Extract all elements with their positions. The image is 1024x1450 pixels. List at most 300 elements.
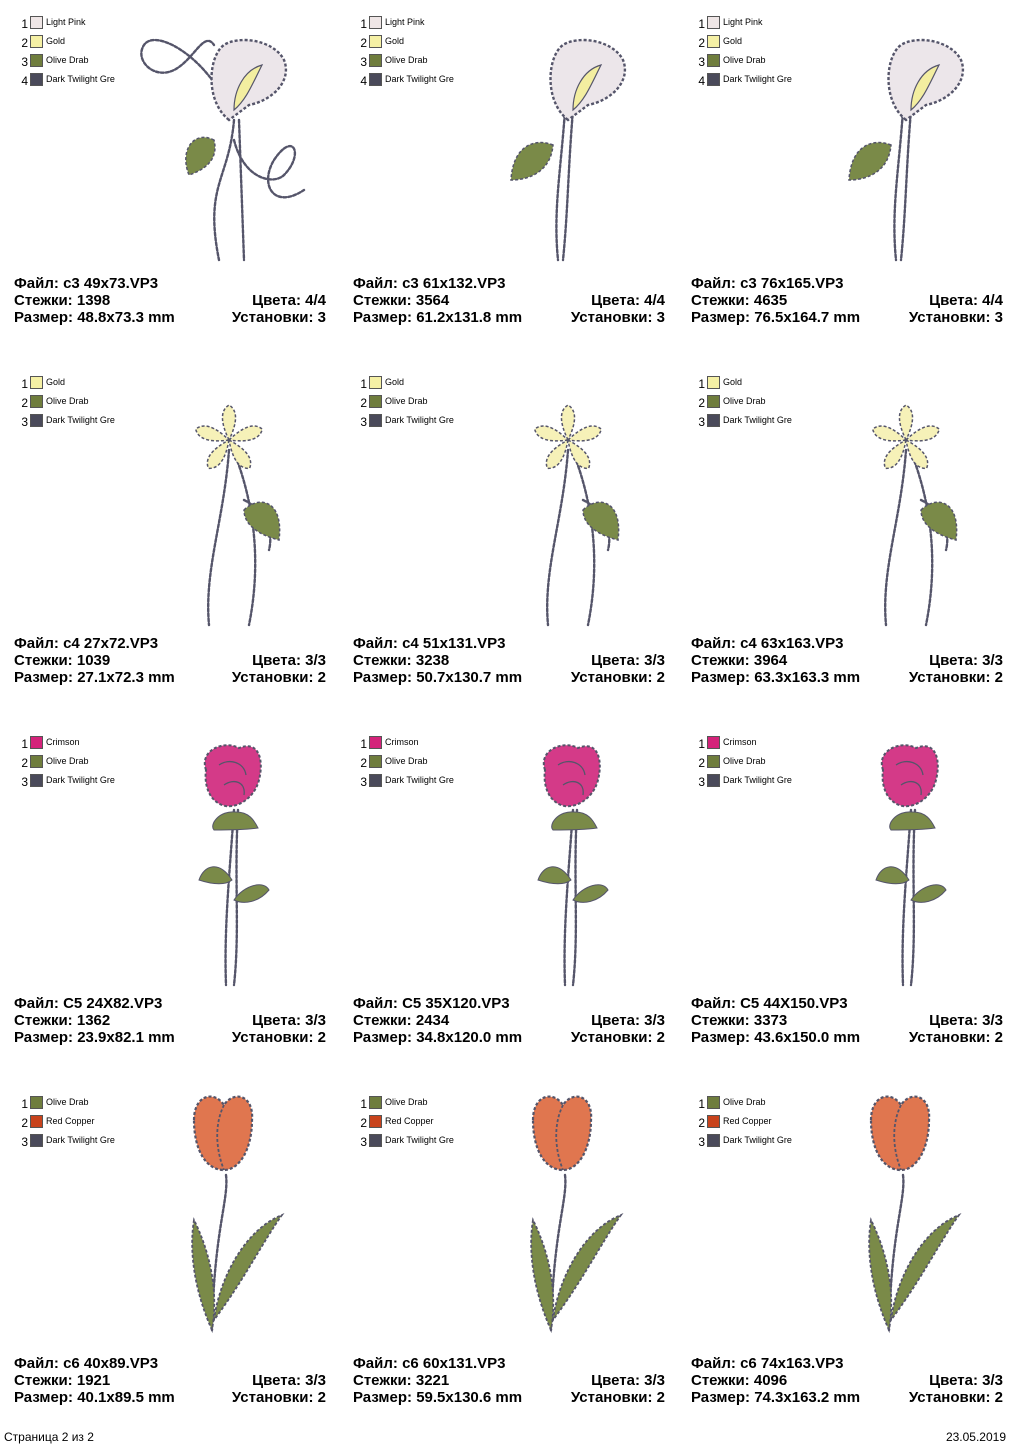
file-line xyxy=(14,275,326,292)
design-info xyxy=(353,635,665,686)
thread-swatch xyxy=(30,395,43,408)
thread-number: 1 xyxy=(21,377,28,391)
file-label: Файл: xyxy=(691,635,736,652)
stitch-count: 3964 xyxy=(753,652,788,669)
stitches-label: Стежки: xyxy=(353,292,412,309)
thread-number: 1 xyxy=(698,17,705,31)
size-label: Размер: xyxy=(691,309,751,326)
embroidery-design-preview xyxy=(134,10,334,272)
stitches-line xyxy=(14,292,326,309)
color-count: 3/3 xyxy=(305,652,326,669)
thread-number: 2 xyxy=(21,756,28,770)
thread-number: 3 xyxy=(360,415,367,429)
thread-swatch xyxy=(369,35,382,48)
thread-name: Crimson xyxy=(385,737,419,747)
stop-count: 2 xyxy=(994,1389,1003,1406)
design-info xyxy=(691,275,1003,326)
thread-name: Gold xyxy=(385,36,405,46)
design-info xyxy=(14,275,326,326)
thread-number: 2 xyxy=(21,36,28,50)
size-line xyxy=(353,1029,665,1046)
thread-swatch xyxy=(30,1115,43,1128)
thread-name: Olive Drab xyxy=(385,396,428,406)
design-card xyxy=(691,1090,1011,1450)
thread-swatch xyxy=(369,1134,382,1147)
stitches-line xyxy=(691,1372,1003,1389)
file-name: c6 40x89.VP3 xyxy=(63,1355,159,1372)
file-label: Файл: xyxy=(353,635,398,652)
thread-name: Dark Twilight Gre xyxy=(723,415,792,425)
thread-number: 2 xyxy=(698,396,705,410)
thread-number: 2 xyxy=(360,36,367,50)
thread-name: Olive Drab xyxy=(723,396,766,406)
file-label: Файл: xyxy=(14,275,59,292)
thread-number: 1 xyxy=(698,1097,705,1111)
thread-swatch xyxy=(30,16,43,29)
stitches-line xyxy=(353,292,665,309)
thread-name: Light Pink xyxy=(385,17,425,27)
stop-count: 2 xyxy=(656,1389,665,1406)
design-info xyxy=(353,995,665,1046)
thread-swatch xyxy=(30,73,43,86)
colors-label: Цвета: xyxy=(252,652,301,669)
thread-name: Dark Twilight Gre xyxy=(46,415,115,425)
stitches-line xyxy=(353,1372,665,1389)
thread-swatch xyxy=(30,54,43,67)
thread-swatch xyxy=(30,736,43,749)
stop-count: 2 xyxy=(317,1029,326,1046)
thread-name: Olive Drab xyxy=(723,55,766,65)
file-line xyxy=(14,635,326,652)
file-name: c4 27x72.VP3 xyxy=(63,635,159,652)
stitches-label: Стежки: xyxy=(691,652,750,669)
thread-number: 2 xyxy=(21,1116,28,1130)
size-label: Размер: xyxy=(691,1029,751,1046)
file-name: c3 61x132.VP3 xyxy=(402,275,506,292)
embroidery-design-preview xyxy=(473,1090,673,1352)
thread-number: 4 xyxy=(21,74,28,88)
thread-swatch xyxy=(707,73,720,86)
colors-label: Цвета: xyxy=(929,292,978,309)
design-size: 59.5x130.6 mm xyxy=(416,1389,523,1406)
thread-number: 1 xyxy=(360,17,367,31)
thread-name: Light Pink xyxy=(46,17,86,27)
stops-label: Установки: xyxy=(231,1029,314,1046)
stitch-count: 3221 xyxy=(415,1372,450,1389)
file-line xyxy=(14,1355,326,1372)
thread-name: Olive Drab xyxy=(385,756,428,766)
color-count: 3/3 xyxy=(644,1012,665,1029)
thread-name: Olive Drab xyxy=(385,1097,428,1107)
thread-name: Dark Twilight Gre xyxy=(385,415,454,425)
size-line xyxy=(353,1389,665,1406)
design-card xyxy=(353,10,673,370)
thread-swatch xyxy=(369,755,382,768)
thread-name: Crimson xyxy=(46,737,80,747)
thread-number: 3 xyxy=(360,55,367,69)
thread-name: Red Copper xyxy=(46,1116,95,1126)
file-line xyxy=(691,275,1003,292)
color-count: 3/3 xyxy=(644,652,665,669)
thread-swatch xyxy=(369,73,382,86)
thread-number: 1 xyxy=(698,377,705,391)
stitches-label: Стежки: xyxy=(353,1012,412,1029)
thread-name: Crimson xyxy=(723,737,757,747)
thread-number: 3 xyxy=(21,775,28,789)
file-name: c6 60x131.VP3 xyxy=(402,1355,506,1372)
embroidery-design-preview xyxy=(811,730,1011,992)
thread-name: Dark Twilight Gre xyxy=(723,775,792,785)
thread-number: 1 xyxy=(21,737,28,751)
color-count: 3/3 xyxy=(305,1012,326,1029)
size-label: Размер: xyxy=(691,669,751,686)
file-line xyxy=(691,995,1003,1012)
stops-label: Установки: xyxy=(908,1029,991,1046)
thread-number: 1 xyxy=(21,17,28,31)
thread-name: Olive Drab xyxy=(46,1097,89,1107)
file-name: C5 44X150.VP3 xyxy=(740,995,848,1012)
size-line xyxy=(14,309,326,326)
thread-number: 2 xyxy=(360,1116,367,1130)
thread-number: 3 xyxy=(698,1135,705,1149)
thread-name: Dark Twilight Gre xyxy=(46,775,115,785)
stops-label: Установки: xyxy=(570,1029,653,1046)
thread-swatch xyxy=(707,1115,720,1128)
thread-swatch xyxy=(30,35,43,48)
thread-swatch xyxy=(707,376,720,389)
size-label: Размер: xyxy=(14,1029,74,1046)
thread-swatch xyxy=(707,774,720,787)
size-label: Размер: xyxy=(353,1029,413,1046)
thread-swatch xyxy=(30,1096,43,1109)
stop-count: 2 xyxy=(994,1029,1003,1046)
thread-number: 1 xyxy=(360,1097,367,1111)
thread-number: 3 xyxy=(21,1135,28,1149)
size-line xyxy=(14,669,326,686)
stitch-count: 1398 xyxy=(76,292,111,309)
thread-swatch xyxy=(369,1096,382,1109)
colors-label: Цвета: xyxy=(252,1012,301,1029)
stops-label: Установки: xyxy=(231,669,314,686)
file-line xyxy=(353,635,665,652)
thread-name: Red Copper xyxy=(385,1116,434,1126)
stitches-line xyxy=(14,1372,326,1389)
thread-name: Red Copper xyxy=(723,1116,772,1126)
thread-number: 3 xyxy=(21,55,28,69)
thread-number: 3 xyxy=(698,775,705,789)
design-size: 76.5x164.7 mm xyxy=(754,309,861,326)
thread-swatch xyxy=(707,1134,720,1147)
stitches-line xyxy=(353,1012,665,1029)
thread-name: Gold xyxy=(723,36,743,46)
stop-count: 3 xyxy=(656,309,665,326)
thread-number: 2 xyxy=(698,36,705,50)
colors-label: Цвета: xyxy=(591,1012,640,1029)
stitch-count: 3238 xyxy=(415,652,450,669)
stops-label: Установки: xyxy=(908,1389,991,1406)
design-info xyxy=(691,995,1003,1046)
thread-name: Olive Drab xyxy=(46,396,89,406)
design-size: 61.2x131.8 mm xyxy=(416,309,523,326)
stop-count: 2 xyxy=(317,1389,326,1406)
print-date: 23.05.2019 xyxy=(945,1430,1006,1444)
file-label: Файл: xyxy=(14,1355,59,1372)
stop-count: 2 xyxy=(656,1029,665,1046)
design-info xyxy=(14,995,326,1046)
design-size: 27.1x72.3 mm xyxy=(77,669,175,686)
thread-swatch xyxy=(369,16,382,29)
size-line xyxy=(353,669,665,686)
stitches-label: Стежки: xyxy=(14,1012,73,1029)
stop-count: 2 xyxy=(994,669,1003,686)
stitches-label: Стежки: xyxy=(691,1012,750,1029)
embroidery-design-preview xyxy=(811,1090,1011,1352)
color-count: 3/3 xyxy=(982,1012,1003,1029)
file-label: Файл: xyxy=(353,275,398,292)
thread-number: 2 xyxy=(698,1116,705,1130)
design-size: 50.7x130.7 mm xyxy=(416,669,523,686)
design-info xyxy=(14,1355,326,1406)
stitches-line xyxy=(14,652,326,669)
thread-name: Gold xyxy=(385,377,405,387)
colors-label: Цвета: xyxy=(929,1012,978,1029)
stops-label: Установки: xyxy=(908,669,991,686)
thread-name: Gold xyxy=(46,377,66,387)
thread-swatch xyxy=(369,1115,382,1128)
design-size: 48.8x73.3 mm xyxy=(77,309,175,326)
design-info xyxy=(691,635,1003,686)
stitches-label: Стежки: xyxy=(353,1372,412,1389)
design-card xyxy=(14,1090,334,1450)
file-name: c6 74x163.VP3 xyxy=(740,1355,844,1372)
size-label: Размер: xyxy=(14,1389,74,1406)
file-label: Файл: xyxy=(691,995,736,1012)
file-line xyxy=(353,1355,665,1372)
file-line xyxy=(353,275,665,292)
design-size: 34.8x120.0 mm xyxy=(416,1029,523,1046)
colors-label: Цвета: xyxy=(591,292,640,309)
embroidery-design-preview xyxy=(473,10,673,272)
design-card xyxy=(14,10,334,370)
colors-label: Цвета: xyxy=(929,652,978,669)
stops-label: Установки: xyxy=(570,669,653,686)
embroidery-design-preview xyxy=(811,370,1011,632)
thread-name: Olive Drab xyxy=(385,55,428,65)
stop-count: 2 xyxy=(317,669,326,686)
thread-swatch xyxy=(369,774,382,787)
embroidery-design-preview xyxy=(473,370,673,632)
design-card xyxy=(691,370,1011,730)
design-card xyxy=(14,730,334,1090)
thread-swatch xyxy=(30,774,43,787)
file-name: c4 51x131.VP3 xyxy=(402,635,506,652)
stitches-label: Стежки: xyxy=(14,1372,73,1389)
stops-label: Установки: xyxy=(231,309,314,326)
stitch-count: 4096 xyxy=(753,1372,788,1389)
thread-number: 3 xyxy=(698,55,705,69)
thread-name: Dark Twilight Gre xyxy=(46,1135,115,1145)
thread-name: Gold xyxy=(46,36,66,46)
colors-label: Цвета: xyxy=(252,1372,301,1389)
stitches-label: Стежки: xyxy=(14,652,73,669)
thread-number: 1 xyxy=(360,737,367,751)
size-label: Размер: xyxy=(353,1389,413,1406)
design-info xyxy=(353,275,665,326)
stitches-label: Стежки: xyxy=(14,292,73,309)
thread-number: 2 xyxy=(698,756,705,770)
design-card xyxy=(353,730,673,1090)
thread-name: Dark Twilight Gre xyxy=(385,74,454,84)
stops-label: Установки: xyxy=(570,1389,653,1406)
design-card xyxy=(14,370,334,730)
thread-number: 3 xyxy=(360,1135,367,1149)
stops-label: Установки: xyxy=(570,309,653,326)
stitches-label: Стежки: xyxy=(691,1372,750,1389)
stitch-count: 2434 xyxy=(415,1012,450,1029)
thread-name: Dark Twilight Gre xyxy=(723,1135,792,1145)
color-count: 4/4 xyxy=(305,292,326,309)
file-name: c4 63x163.VP3 xyxy=(740,635,844,652)
stitch-count: 3373 xyxy=(753,1012,788,1029)
stitches-label: Стежки: xyxy=(353,652,412,669)
stitches-line xyxy=(353,652,665,669)
file-label: Файл: xyxy=(353,1355,398,1372)
thread-swatch xyxy=(369,54,382,67)
thread-swatch xyxy=(369,414,382,427)
stop-count: 3 xyxy=(317,309,326,326)
thread-name: Olive Drab xyxy=(46,55,89,65)
thread-swatch xyxy=(369,395,382,408)
stitch-count: 1039 xyxy=(76,652,111,669)
color-count: 4/4 xyxy=(982,292,1003,309)
file-name: C5 35X120.VP3 xyxy=(402,995,510,1012)
thread-number: 2 xyxy=(360,396,367,410)
stitches-label: Стежки: xyxy=(691,292,750,309)
thread-swatch xyxy=(30,414,43,427)
page-number: Страница 2 из 2 xyxy=(4,1430,94,1444)
thread-swatch xyxy=(30,1134,43,1147)
size-label: Размер: xyxy=(691,1389,751,1406)
thread-number: 3 xyxy=(21,415,28,429)
size-label: Размер: xyxy=(353,309,413,326)
thread-swatch xyxy=(707,414,720,427)
stitches-line xyxy=(14,1012,326,1029)
thread-swatch xyxy=(369,736,382,749)
design-card xyxy=(691,10,1011,370)
size-line xyxy=(14,1029,326,1046)
thread-number: 1 xyxy=(360,377,367,391)
size-line xyxy=(353,309,665,326)
color-count: 3/3 xyxy=(982,652,1003,669)
stitches-line xyxy=(691,292,1003,309)
design-size: 23.9x82.1 mm xyxy=(77,1029,175,1046)
thread-number: 3 xyxy=(698,415,705,429)
size-line xyxy=(691,669,1003,686)
colors-label: Цвета: xyxy=(929,1372,978,1389)
thread-name: Dark Twilight Gre xyxy=(385,775,454,785)
file-label: Файл: xyxy=(691,1355,736,1372)
file-line xyxy=(691,1355,1003,1372)
design-size: 63.3x163.3 mm xyxy=(754,669,861,686)
file-name: C5 24X82.VP3 xyxy=(63,995,163,1012)
thread-name: Dark Twilight Gre xyxy=(385,1135,454,1145)
design-size: 43.6x150.0 mm xyxy=(754,1029,861,1046)
thread-name: Olive Drab xyxy=(723,756,766,766)
colors-label: Цвета: xyxy=(591,1372,640,1389)
stitch-count: 1362 xyxy=(76,1012,111,1029)
color-count: 3/3 xyxy=(982,1372,1003,1389)
design-info xyxy=(14,635,326,686)
thread-name: Gold xyxy=(723,377,743,387)
design-size: 74.3x163.2 mm xyxy=(754,1389,861,1406)
thread-name: Dark Twilight Gre xyxy=(723,74,792,84)
design-info xyxy=(691,1355,1003,1406)
thread-swatch xyxy=(707,54,720,67)
size-label: Размер: xyxy=(14,669,74,686)
file-label: Файл: xyxy=(353,995,398,1012)
thread-swatch xyxy=(30,755,43,768)
size-line xyxy=(691,309,1003,326)
stitches-line xyxy=(691,652,1003,669)
design-card xyxy=(691,730,1011,1090)
thread-number: 1 xyxy=(698,737,705,751)
colors-label: Цвета: xyxy=(252,292,301,309)
thread-swatch xyxy=(30,376,43,389)
file-line xyxy=(14,995,326,1012)
colors-label: Цвета: xyxy=(591,652,640,669)
embroidery-design-preview xyxy=(134,1090,334,1352)
stitch-count: 4635 xyxy=(753,292,788,309)
stop-count: 3 xyxy=(994,309,1003,326)
thread-number: 4 xyxy=(360,74,367,88)
thread-swatch xyxy=(369,376,382,389)
thread-name: Dark Twilight Gre xyxy=(46,74,115,84)
embroidery-design-preview xyxy=(473,730,673,992)
design-info xyxy=(353,1355,665,1406)
embroidery-design-preview xyxy=(811,10,1011,272)
thread-name: Olive Drab xyxy=(46,756,89,766)
stops-label: Установки: xyxy=(908,309,991,326)
size-line xyxy=(691,1389,1003,1406)
thread-swatch xyxy=(707,35,720,48)
color-count: 3/3 xyxy=(305,1372,326,1389)
file-line xyxy=(691,635,1003,652)
embroidery-design-preview xyxy=(134,730,334,992)
color-count: 4/4 xyxy=(644,292,665,309)
thread-number: 3 xyxy=(360,775,367,789)
stitch-count: 3564 xyxy=(415,292,450,309)
thread-swatch xyxy=(707,16,720,29)
thread-name: Olive Drab xyxy=(723,1097,766,1107)
file-line xyxy=(353,995,665,1012)
file-label: Файл: xyxy=(691,275,736,292)
thread-name: Light Pink xyxy=(723,17,763,27)
thread-swatch xyxy=(707,755,720,768)
size-label: Размер: xyxy=(14,309,74,326)
file-name: c3 76x165.VP3 xyxy=(740,275,844,292)
thread-swatch xyxy=(707,736,720,749)
file-label: Файл: xyxy=(14,995,59,1012)
thread-number: 1 xyxy=(21,1097,28,1111)
color-count: 3/3 xyxy=(644,1372,665,1389)
embroidery-design-preview xyxy=(134,370,334,632)
thread-number: 2 xyxy=(21,396,28,410)
file-name: c3 49x73.VP3 xyxy=(63,275,159,292)
stitch-count: 1921 xyxy=(76,1372,111,1389)
thread-swatch xyxy=(707,395,720,408)
design-card xyxy=(353,1090,673,1450)
thread-number: 2 xyxy=(360,756,367,770)
